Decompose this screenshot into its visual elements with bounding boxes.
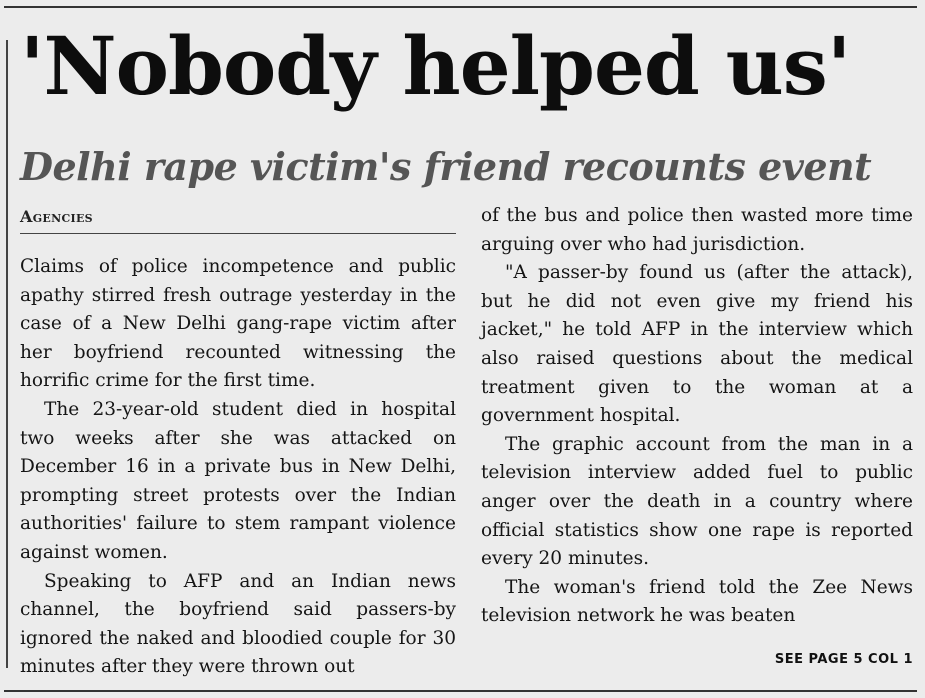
left-rule bbox=[6, 40, 8, 668]
paragraph: Speaking to AFP and an Indian news channel, the boyfriend said passers-by ignored the naked and bloodied couple for 30 minutes after they were thrown out bbox=[20, 570, 456, 678]
paragraph: The graphic account from the man in a television interview added fuel to public anger over the death in a country where official statistics show one rape is reported every 20 minutes. bbox=[481, 433, 913, 570]
paragraph-continued: of the bus and police then wasted more time arguing over who had jurisdiction. bbox=[481, 205, 913, 255]
bottom-rule bbox=[4, 690, 917, 692]
byline: Agencies bbox=[20, 207, 456, 234]
paragraph: Claims of police incompetence and public apathy stirred fresh outrage yesterday in the case of a New Delhi gang-rape victim after her boyfriend recounted witnessing the horrific crime for the first time. bbox=[20, 256, 456, 392]
right-column bbox=[481, 202, 913, 631]
continuation-note: SEE PAGE 5 COL 1 bbox=[774, 652, 913, 667]
paragraph: The 23-year-old student died in hospital two weeks after she was attacked on December 16 in a private bus in New Delhi, prompting street protests over the Indian authorities' failure to stem rampant violence against women. bbox=[20, 398, 456, 563]
left-column bbox=[20, 253, 456, 682]
paragraph: The woman's friend told the Zee News television network he was beaten bbox=[481, 576, 913, 627]
top-rule bbox=[4, 6, 917, 8]
subheadline: Delhi rape victim's friend recounts event bbox=[20, 144, 872, 189]
paragraph: "A passer-by found us (after the attack), but he did not even give my friend his jacket," he told AFP in the interview which also raised questions about the medical treatment given to the woman at a government hospital. bbox=[481, 262, 913, 427]
headline: 'Nobody helped us' bbox=[20, 19, 851, 113]
